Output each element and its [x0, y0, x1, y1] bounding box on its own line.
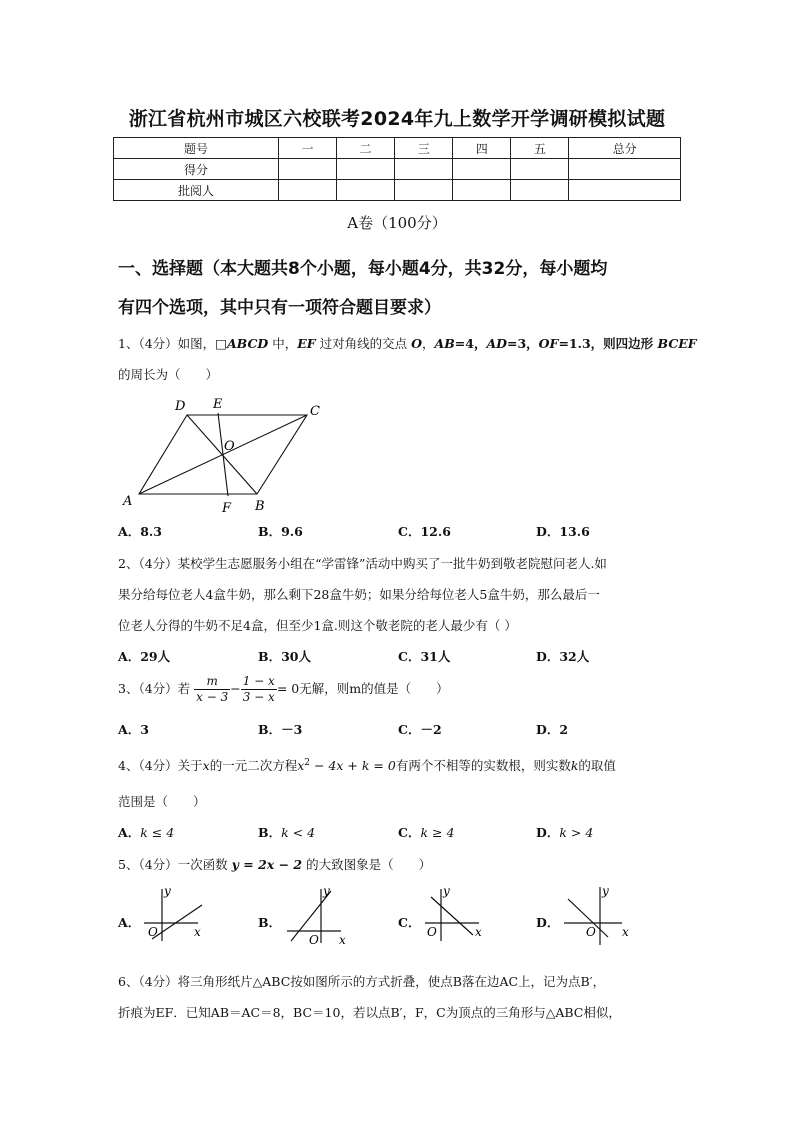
- option-expr: k ≥ 4: [420, 825, 455, 840]
- q4-eq-exponent: 2: [304, 757, 311, 768]
- q3-option-a[interactable]: A．3: [118, 722, 149, 737]
- q5-option-d[interactable]: D．: [536, 915, 560, 930]
- q1-var: AD: [486, 336, 507, 351]
- option-letter: A．: [118, 825, 141, 840]
- q5-line1: [118, 855, 431, 873]
- origin-label: O: [427, 925, 437, 939]
- q4-mid: 的一元二次方程: [209, 758, 298, 773]
- q5-option-b[interactable]: B．: [258, 915, 282, 930]
- q2-option-b[interactable]: B．30人: [258, 649, 311, 664]
- y-axis-label: y: [602, 885, 609, 898]
- label-a: A: [123, 494, 133, 509]
- option-expr: k ≤ 4: [140, 825, 175, 840]
- q1-text: 过对角线的交点: [315, 336, 412, 351]
- q4-line1: [118, 756, 616, 774]
- label-o: O: [224, 439, 235, 454]
- q2-line2: 果分给每位老人4盒牛奶，那么剩下28盒牛奶；如果分给每位老人5盒牛奶，那么最后一: [118, 587, 600, 602]
- label-d: D: [175, 399, 186, 414]
- option-letter: B．: [258, 825, 282, 840]
- q1-var: EF: [297, 336, 316, 351]
- table-cell: [453, 159, 511, 180]
- q1-var: ABCD: [226, 336, 269, 351]
- table-cell: 总分: [569, 138, 681, 159]
- table-cell: 三: [395, 138, 453, 159]
- q4-option-c[interactable]: [398, 823, 454, 841]
- q1-parallelogram-figure: [118, 393, 333, 515]
- x-axis-label: x: [475, 925, 482, 939]
- q3-option-b[interactable]: B．－3: [258, 722, 303, 737]
- table-cell: [569, 180, 681, 201]
- section1-heading-line2: 有四个选项，其中只有一项符合题目要求）: [118, 298, 441, 318]
- q3-fraction-2: [241, 674, 277, 705]
- table-cell: [337, 180, 395, 201]
- q3-fraction-1: [194, 674, 230, 705]
- q5-graph-a: [142, 885, 206, 947]
- y-axis-label: y: [164, 885, 171, 898]
- fraction-denominator: 3 − x: [242, 690, 275, 704]
- q1-option-d[interactable]: D．13.6: [536, 524, 590, 539]
- q5-graph-d: [560, 885, 632, 947]
- table-cell: [453, 180, 511, 201]
- q2-option-d[interactable]: D．32人: [536, 649, 590, 664]
- y-axis-label: y: [323, 885, 330, 898]
- table-cell: [337, 159, 395, 180]
- origin-label: O: [148, 925, 158, 939]
- q1-var: OF: [538, 336, 559, 351]
- q4-option-b[interactable]: [258, 823, 315, 841]
- q1-prefix: 1、（4分）如图，: [118, 336, 216, 351]
- table-cell: [511, 180, 569, 201]
- option-letter: D．: [536, 825, 560, 840]
- q3-prefix: 3、（4分）若: [118, 681, 191, 696]
- q1-option-c[interactable]: C．12.6: [398, 524, 451, 539]
- q1-option-b[interactable]: B．9.6: [258, 524, 303, 539]
- q5-option-c[interactable]: C．: [398, 915, 421, 930]
- q1-text: =3，: [507, 336, 539, 351]
- q4-var-x: x: [202, 758, 210, 773]
- q2-line1: 2、（4分）某校学生志愿服务小组在“学雷锋”活动中购买了一批牛奶到敬老院慰问老人.如: [118, 556, 607, 571]
- q4-line2: 范围是（ ）: [118, 794, 206, 809]
- y-axis-label: y: [443, 885, 450, 898]
- label-e: E: [213, 397, 223, 412]
- origin-label: O: [586, 925, 596, 939]
- option-expr: k < 4: [281, 825, 316, 840]
- origin-label: O: [309, 933, 319, 947]
- q5-expr: y = 2x − 2: [231, 857, 303, 872]
- q5-graph-c: [423, 885, 487, 947]
- parallelogram-symbol: □: [215, 336, 227, 351]
- table-cell: 五: [511, 138, 569, 159]
- q4-eq: − 4x + k = 0: [310, 758, 396, 773]
- x-axis-label: x: [622, 925, 629, 939]
- q3-equals: = 0: [276, 681, 300, 696]
- table-cell: [395, 180, 453, 201]
- q5-option-a[interactable]: A．: [118, 915, 141, 930]
- fraction-numerator: 1 − x: [242, 674, 275, 688]
- x-axis-label: x: [339, 933, 346, 947]
- option-expr: k > 4: [559, 825, 594, 840]
- label-b: B: [255, 499, 265, 514]
- label-f: F: [222, 501, 232, 515]
- q1-text: 中，: [268, 336, 298, 351]
- q1-text: =1.3，则四边形: [558, 336, 658, 351]
- section-a-heading: A卷（100分）: [347, 214, 447, 232]
- q4-prefix: 4、（4分）关于: [118, 758, 203, 773]
- function-line: [431, 897, 473, 935]
- q5-suffix: 的大致图象是（ ）: [306, 857, 432, 872]
- score-table-header-row: [114, 138, 681, 159]
- q3-line1: [118, 674, 449, 705]
- option-letter: C．: [398, 825, 421, 840]
- table-cell: 得分: [114, 159, 279, 180]
- q2-option-c[interactable]: C．31人: [398, 649, 451, 664]
- q1-var: AB: [434, 336, 455, 351]
- q4-suffix: 有两个不相等的实数根，则实数: [395, 758, 571, 773]
- diagonal-bd: [187, 415, 257, 494]
- q6-line2: 折痕为EF．已知AB＝AC＝8，BC＝10，若以点B′，F，C为顶点的三角形与△ABC相似，: [118, 1005, 621, 1020]
- exam-title: 浙江省杭州市城区六校联考2024年九上数学开学调研模拟试题: [128, 108, 666, 130]
- section1-heading-line1: 一、选择题（本大题共8个小题，每小题4分，共32分，每小题均: [118, 259, 608, 279]
- q4-var-k: k: [570, 758, 579, 773]
- q3-option-c[interactable]: C．－2: [398, 722, 442, 737]
- table-cell: 四: [453, 138, 511, 159]
- q4-option-d[interactable]: [536, 823, 593, 841]
- table-cell: [279, 180, 337, 201]
- q1-line2: 的周长为（ ）: [118, 367, 219, 382]
- table-cell: [279, 159, 337, 180]
- score-table: [113, 137, 681, 201]
- q2-option-a[interactable]: A．29人: [118, 649, 171, 664]
- q1-option-a[interactable]: A．8.3: [118, 524, 162, 539]
- q4-eq: x: [297, 758, 305, 773]
- q4-option-a[interactable]: [118, 823, 174, 841]
- table-cell: 题号: [114, 138, 279, 159]
- q1-text: =4，: [454, 336, 487, 351]
- q4-suffix2: 的取值: [578, 758, 616, 773]
- fraction-numerator: m: [194, 674, 230, 690]
- table-cell: 一: [279, 138, 337, 159]
- q3-minus: −: [230, 681, 241, 696]
- q1-var: BCEF: [657, 336, 697, 351]
- q2-line3: 位老人分得的牛奶不足4盒，但至少1盒.则这个敬老院的老人最少有（ ）: [118, 618, 517, 633]
- x-axis-label: x: [194, 925, 201, 939]
- q1-line1: [118, 334, 697, 352]
- q1-var: O: [411, 336, 422, 351]
- table-cell: [569, 159, 681, 180]
- table-cell: [395, 159, 453, 180]
- table-cell: [511, 159, 569, 180]
- segment-ef: [218, 413, 228, 496]
- q5-graph-b: [285, 885, 349, 947]
- q5-prefix: 5、（4分）一次函数: [118, 857, 228, 872]
- table-cell: 批阅人: [114, 180, 279, 201]
- table-cell: 二: [337, 138, 395, 159]
- q1-text: ，: [422, 336, 435, 351]
- q3-suffix: 无解，则m的值是（ ）: [299, 681, 449, 696]
- score-table-row: [114, 180, 681, 201]
- q3-option-d[interactable]: D．2: [536, 722, 569, 737]
- score-table-row: [114, 159, 681, 180]
- q6-line1: 6、（4分）将三角形纸片△ABC按如图所示的方式折叠，使点B落在边AC上，记为点B′，: [118, 974, 606, 989]
- fraction-denominator: x − 3: [196, 690, 229, 704]
- label-c: C: [310, 404, 320, 419]
